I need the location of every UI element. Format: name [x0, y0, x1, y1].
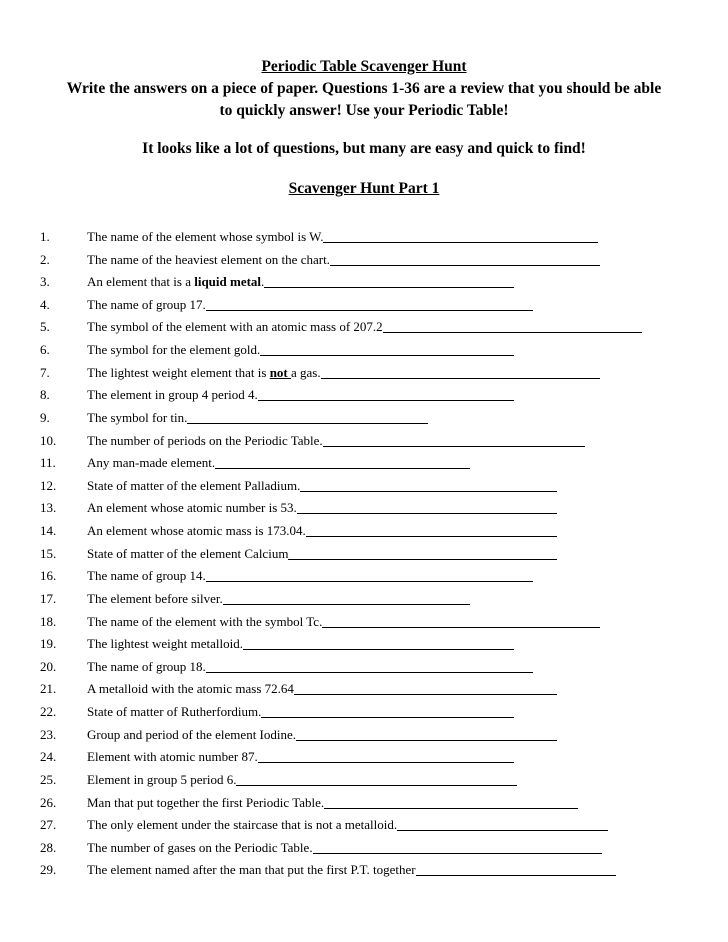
instructions-line-2: to quickly answer! Use your Periodic Table! — [219, 102, 509, 119]
question-item — [40, 862, 616, 878]
question-text-part: The symbol of the element with an atomic mass of 207.2 — [87, 319, 383, 335]
question-number: 21. — [40, 681, 57, 697]
question-text-part: The element named after the man that put the first P.T. together — [87, 862, 416, 878]
question-text — [87, 319, 383, 335]
question-item — [40, 840, 602, 856]
answer-blank — [383, 320, 642, 333]
question-text — [87, 455, 215, 471]
question-number: 19. — [40, 636, 57, 652]
question-text-part: An element whose atomic mass is 173.04. — [87, 523, 306, 539]
question-text — [87, 681, 294, 697]
question-item — [40, 681, 557, 697]
section-title: Scavenger Hunt Part 1 — [288, 180, 440, 197]
question-text — [87, 817, 397, 833]
answer-blank — [323, 434, 585, 447]
question-number: 8. — [40, 387, 50, 403]
answer-blank — [313, 841, 602, 854]
question-item — [40, 772, 517, 788]
question-item — [40, 659, 533, 675]
answer-blank — [206, 660, 533, 673]
question-text — [87, 659, 206, 675]
question-text — [87, 614, 322, 630]
question-item — [40, 433, 585, 449]
question-number: 22. — [40, 704, 57, 720]
question-text-part: Man that put together the first Periodic Table. — [87, 794, 325, 810]
question-text-part: The only element under the staircase that is not a metalloid. — [87, 817, 398, 833]
answer-blank — [223, 592, 470, 605]
answer-blank — [243, 637, 514, 650]
question-text — [87, 591, 223, 607]
answer-blank — [416, 863, 616, 876]
question-item — [40, 455, 470, 471]
answer-blank — [258, 750, 514, 763]
question-item — [40, 749, 514, 765]
question-text-part: Any man-made element. — [87, 455, 216, 471]
question-item — [40, 274, 514, 290]
answer-blank — [300, 479, 557, 492]
question-text-part: The name of the element whose symbol is W. — [87, 229, 324, 244]
question-text-part: The symbol for the element gold. — [87, 342, 261, 358]
question-number: 1. — [40, 229, 50, 244]
question-number: 26. — [40, 794, 57, 810]
question-number: 6. — [40, 342, 50, 358]
answer-blank — [215, 456, 470, 469]
question-item — [40, 817, 608, 833]
question-item — [40, 500, 557, 516]
question-text — [87, 795, 324, 811]
question-number: 18. — [40, 613, 57, 629]
question-text-part: The name of group 14. — [87, 568, 206, 584]
question-item — [40, 342, 514, 358]
question-text — [87, 500, 297, 516]
question-item — [40, 523, 557, 539]
question-text-part: State of matter of the element Calcium — [87, 545, 289, 561]
question-number: 2. — [40, 251, 50, 267]
question-text — [87, 523, 306, 539]
question-number: 13. — [40, 500, 57, 516]
question-number: 29. — [40, 862, 57, 878]
question-item — [40, 478, 557, 494]
question-text-part: An element that is a — [87, 274, 195, 290]
question-item — [40, 614, 600, 630]
question-text-part: A metalloid with the atomic mass 72.64 — [87, 681, 294, 697]
answer-blank — [236, 773, 517, 786]
answer-blank — [296, 728, 557, 741]
answer-blank — [306, 524, 557, 537]
question-number: 23. — [40, 726, 57, 742]
question-text — [87, 274, 264, 290]
answer-blank — [261, 705, 514, 718]
question-text-part: The name of group 18. — [87, 658, 206, 674]
question-item — [40, 636, 514, 652]
question-text-part: The number of periods on the Periodic Table. — [87, 432, 323, 448]
instructions-line-1: Write the answers on a piece of paper. Questions 1-36 are a review that you should be able — [66, 80, 662, 97]
answer-blank — [288, 547, 557, 560]
question-text — [87, 704, 261, 720]
question-text — [87, 840, 313, 856]
answer-blank — [324, 796, 578, 809]
question-number: 7. — [40, 364, 50, 380]
question-text-part: State of matter of the element Palladium. — [87, 477, 301, 493]
answer-blank — [206, 569, 533, 582]
answer-blank — [321, 366, 600, 379]
question-text — [87, 229, 323, 245]
question-number: 25. — [40, 771, 57, 787]
question-item — [40, 795, 578, 811]
question-item — [40, 229, 598, 245]
question-item — [40, 546, 557, 562]
question-text-part: The name of group 17. — [87, 296, 206, 312]
question-text — [87, 410, 187, 426]
answer-blank — [258, 388, 514, 401]
question-text-part: The name of the heaviest element on the chart. — [87, 251, 330, 267]
question-text-part: The element before silver. — [87, 590, 223, 606]
question-text — [87, 387, 258, 403]
question-text-part: The number of gases on the Periodic Table. — [87, 839, 313, 855]
answer-blank — [264, 275, 514, 288]
question-number: 10. — [40, 432, 57, 448]
question-number: 27. — [40, 817, 57, 833]
question-item — [40, 568, 533, 584]
question-text — [87, 749, 258, 765]
question-text — [87, 727, 296, 743]
question-text-part: Element with atomic number 87. — [87, 749, 258, 765]
question-item — [40, 365, 600, 381]
question-text-part: An element whose atomic number is 53. — [87, 500, 297, 516]
question-number: 20. — [40, 658, 57, 674]
answer-blank — [294, 682, 557, 695]
answer-blank — [206, 298, 533, 311]
question-text-part: The lightest weight element that is — [87, 364, 270, 380]
question-text-part: . — [261, 274, 265, 290]
question-item — [40, 591, 470, 607]
answer-blank — [260, 343, 514, 356]
question-item — [40, 704, 514, 720]
question-text — [87, 365, 321, 381]
answer-blank — [323, 230, 598, 243]
answer-blank — [297, 501, 557, 514]
answer-blank — [330, 253, 600, 266]
question-item — [40, 387, 514, 403]
question-item — [40, 727, 557, 743]
note: It looks like a lot of questions, but many are easy and quick to find! — [142, 140, 586, 157]
question-emphasis: liquid metal — [194, 274, 262, 290]
question-number: 24. — [40, 749, 57, 765]
question-number: 4. — [40, 296, 50, 312]
question-text — [87, 568, 206, 584]
answer-blank — [187, 411, 428, 424]
question-text — [87, 342, 260, 358]
question-text-part: a gas. — [291, 364, 321, 380]
question-text-part: Group and period of the element Iodine. — [87, 726, 297, 742]
question-text — [87, 297, 206, 313]
question-text-part: The name of the element with the symbol Tc. — [87, 613, 323, 629]
question-text-part: The element in group 4 period 4. — [87, 387, 258, 403]
question-text — [87, 252, 330, 268]
question-text — [87, 546, 288, 562]
question-number: 12. — [40, 477, 57, 493]
question-text — [87, 478, 300, 494]
question-text-part: Element in group 5 period 6. — [87, 771, 237, 787]
question-text-part: State of matter of Rutherfordium. — [87, 704, 262, 720]
question-number: 11. — [40, 455, 56, 471]
question-item — [40, 410, 428, 426]
question-text — [87, 433, 323, 449]
question-emphasis: not — [269, 364, 291, 380]
question-text — [87, 636, 243, 652]
answer-blank — [397, 818, 608, 831]
question-text — [87, 862, 416, 878]
question-number: 16. — [40, 568, 57, 584]
question-number: 28. — [40, 839, 57, 855]
question-text — [87, 772, 236, 788]
question-number: 9. — [40, 409, 50, 425]
page-title: Periodic Table Scavenger Hunt — [261, 58, 467, 75]
question-number: 15. — [40, 545, 57, 561]
question-number: 3. — [40, 274, 50, 290]
answer-blank — [322, 615, 600, 628]
question-item — [40, 252, 600, 268]
question-item — [40, 297, 533, 313]
question-number: 14. — [40, 523, 57, 539]
question-text-part: The symbol for tin. — [87, 409, 188, 425]
question-text-part: The lightest weight metalloid. — [87, 636, 243, 652]
question-number: 5. — [40, 319, 50, 335]
question-number: 17. — [40, 590, 57, 606]
question-item — [40, 319, 642, 335]
